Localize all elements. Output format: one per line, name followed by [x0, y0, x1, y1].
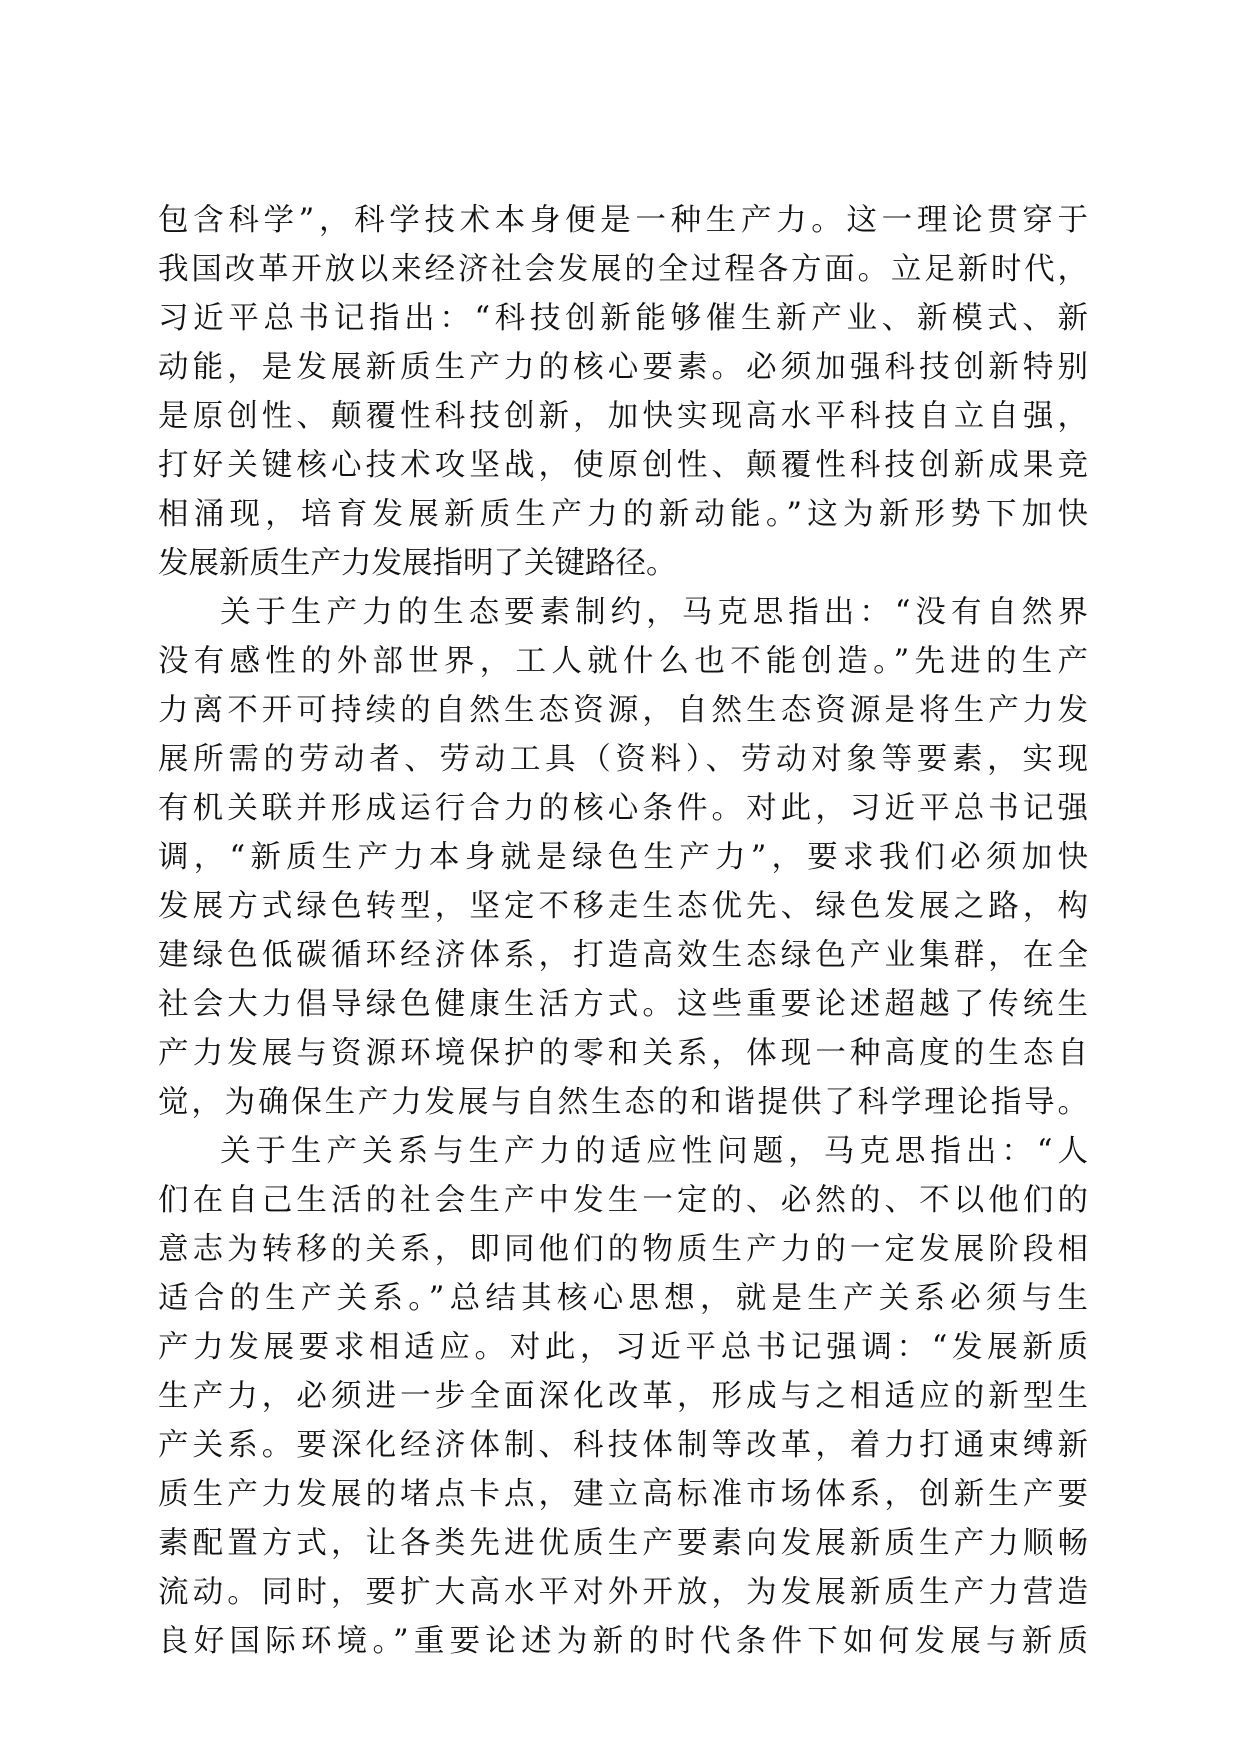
text-line: 相涌现，培育发展新质生产力的新动能。”这为新形势下加快: [158, 497, 1088, 532]
text-line: 打好关键核心技术攻坚战，使原创性、颠覆性科技创新成果竞: [158, 448, 1088, 483]
text-line: 是原创性、颠覆性科技创新，加快实现高水平科技自立自强，: [158, 399, 1088, 434]
text-line: 发展方式绿色转型，坚定不移走生态优先、绿色发展之路，构: [158, 889, 1088, 924]
text-line: 意志为转移的关系，即同他们的物质生产力的一定发展阶段相: [158, 1232, 1088, 1267]
text-line: 质生产力发展的堵点卡点，建立高标准市场体系，创新生产要: [158, 1477, 1088, 1512]
text-line: 素配置方式，让各类先进优质生产要素向发展新质生产力顺畅: [158, 1526, 1088, 1561]
text-line: 觉，为确保生产力发展与自然生态的和谐提供了科学理论指导。: [158, 1085, 1088, 1120]
text-line: 产力发展与资源环境保护的零和关系，体现一种高度的生态自: [158, 1036, 1088, 1071]
body-text: [158, 196, 1088, 1666]
text-line: 适合的生产关系。”总结其核心思想，就是生产关系必须与生: [158, 1281, 1088, 1316]
text-line: 动能，是发展新质生产力的核心要素。必须加强科技创新特别: [158, 350, 1088, 385]
text-line: 产力发展要求相适应。对此，习近平总书记强调：“发展新质: [158, 1330, 1088, 1365]
text-line: 没有感性的外部世界，工人就什么也不能创造。”先进的生产: [158, 644, 1088, 679]
text-line: 包含科学”，科学技术本身便是一种生产力。这一理论贯穿于: [158, 203, 1088, 238]
text-line: 有机关联并形成运行合力的核心条件。对此，习近平总书记强: [158, 791, 1088, 826]
text-line: 流动。同时，要扩大高水平对外开放，为发展新质生产力营造: [158, 1575, 1088, 1610]
text-line: 建绿色低碳循环经济体系，打造高效生态绿色产业集群，在全: [158, 938, 1088, 973]
text-line: 展所需的劳动者、劳动工具（资料）、劳动对象等要素，实现: [158, 742, 1088, 777]
text-line: 习近平总书记指出：“科技创新能够催生新产业、新模式、新: [158, 301, 1088, 336]
text-line: 发展新质生产力发展指明了关键路径。: [158, 546, 677, 581]
text-line: 良好国际环境。”重要论述为新的时代条件下如何发展与新质: [158, 1624, 1088, 1659]
text-line: 产关系。要深化经济体制、科技体制等改革，着力打通束缚新: [158, 1428, 1088, 1463]
text-line: 们在自己生活的社会生产中发生一定的、必然的、不以他们的: [158, 1183, 1088, 1218]
text-line: 生产力，必须进一步全面深化改革，形成与之相适应的新型生: [158, 1379, 1088, 1414]
text-line: 关于生产关系与生产力的适应性问题，马克思指出：“人: [220, 1134, 1088, 1169]
text-line: 力离不开可持续的自然生态资源，自然生态资源是将生产力发: [158, 693, 1088, 728]
text-line: 关于生产力的生态要素制约，马克思指出：“没有自然界: [220, 595, 1088, 630]
text-line: 调，“新质生产力本身就是绿色生产力”，要求我们必须加快: [158, 840, 1088, 875]
text-line: 我国改革开放以来经济社会发展的全过程各方面。立足新时代，: [158, 252, 1088, 287]
text-line: 社会大力倡导绿色健康生活方式。这些重要论述超越了传统生: [158, 987, 1088, 1022]
